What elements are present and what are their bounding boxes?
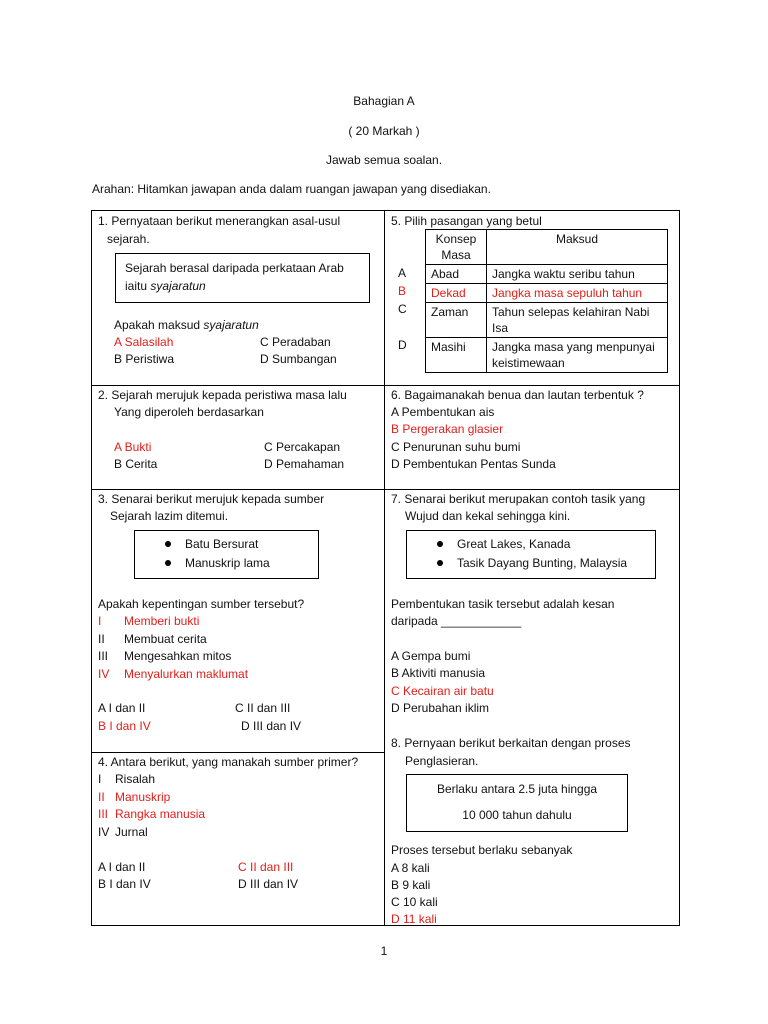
q8-box-line2: 10 000 tahun dahulu bbox=[462, 808, 572, 822]
q6-option-a[interactable]: A Pembentukan ais bbox=[391, 405, 495, 419]
question-3 bbox=[92, 490, 384, 752]
q5-header-maksud: Maksud bbox=[487, 230, 668, 265]
bullet-icon bbox=[437, 560, 443, 566]
q5-header-konsep: Konsep Masa bbox=[426, 230, 487, 265]
q5-maksud-c: Tahun selepas kelahiran Nabi Isa bbox=[487, 303, 668, 338]
q4-item-4: IV Jurnal bbox=[98, 825, 148, 839]
q3-item-1: I Memberi bukti bbox=[98, 614, 200, 628]
q8-option-a[interactable]: A 8 kali bbox=[391, 861, 430, 875]
q4-item-2: II Manuskrip bbox=[98, 790, 171, 804]
q1-box-line1: Sejarah berasal daripada perkataan Arab bbox=[125, 261, 344, 275]
q5-letter-b[interactable]: B bbox=[398, 284, 407, 298]
q1-stem-line2: sejarah. bbox=[107, 232, 150, 246]
q2-option-c[interactable]: C Percakapan bbox=[264, 440, 341, 454]
q8-box-line1: Berlaku antara 2.5 juta hingga bbox=[436, 782, 598, 796]
subtitle: Jawab semua soalan. bbox=[325, 153, 443, 167]
q8-option-c[interactable]: C 10 kali bbox=[391, 895, 438, 909]
q1-stem-line1: 1. Pernyataan berikut menerangkan asal-usul bbox=[98, 214, 341, 228]
q5-konsep-b: Dekad bbox=[426, 284, 487, 303]
q3-stem-line1: 3. Senarai berikut merujuk kepada sumber bbox=[98, 492, 325, 506]
q5-maksud-a: Jangka waktu seribu tahun bbox=[487, 265, 668, 284]
bullet-icon bbox=[437, 541, 443, 547]
q5-letter-c[interactable]: C bbox=[398, 302, 407, 316]
q3-item-3: III Mengesahkan mitos bbox=[98, 649, 232, 663]
q5-konsep-d: Masihi bbox=[426, 338, 487, 373]
table-row bbox=[426, 284, 668, 303]
table-row bbox=[426, 338, 668, 373]
question-5 bbox=[385, 211, 679, 385]
q7-option-c[interactable]: C Kecairan air batu bbox=[391, 684, 494, 698]
q5-letter-a[interactable]: A bbox=[398, 266, 407, 280]
q2-option-d[interactable]: D Pemahaman bbox=[264, 457, 345, 471]
q7-stem-line2: Wujud dan kekal sehingga kini. bbox=[405, 509, 571, 523]
q4-item-1: I Risalah bbox=[98, 772, 156, 786]
q3-source-box bbox=[134, 530, 319, 579]
q8-option-d[interactable]: D 11 kali bbox=[391, 912, 437, 926]
q1-source-box bbox=[115, 253, 370, 303]
q8-source-box bbox=[406, 774, 628, 832]
q2-option-a[interactable]: A Bukti bbox=[114, 440, 152, 454]
q1-option-d[interactable]: D Sumbangan bbox=[260, 352, 337, 366]
section-title: Bahagian A bbox=[353, 94, 415, 108]
q5-stem: 5. Pilih pasangan yang betul bbox=[391, 214, 542, 228]
bullet-icon bbox=[165, 541, 171, 547]
q6-option-d[interactable]: D Pembentukan Pentas Sunda bbox=[391, 457, 556, 471]
q3-item-2: II Membuat cerita bbox=[98, 632, 207, 646]
q3-item-4: IV Menyalurkan maklumat bbox=[98, 667, 249, 681]
q3-bullet-1: Batu Bersurat bbox=[165, 536, 258, 552]
q7-bullet-2: Tasik Dayang Bunting, Malaysia bbox=[437, 555, 627, 571]
q7-source-box bbox=[406, 530, 656, 579]
marks-label: ( 20 Markah ) bbox=[348, 124, 420, 138]
q8-stem-line2: Penglasieran. bbox=[405, 754, 479, 768]
question-1 bbox=[92, 211, 384, 385]
q7-question-line1: Pembentukan tasik tersebut adalah kesan bbox=[391, 597, 615, 611]
q5-maksud-d: Jangka masa yang menpunyai keistimewaan bbox=[487, 338, 668, 373]
q5-konsep-c: Zaman bbox=[426, 303, 487, 338]
q1-option-b[interactable]: B Peristiwa bbox=[114, 352, 175, 366]
page-number: 1 bbox=[380, 944, 388, 958]
question-2 bbox=[92, 386, 384, 489]
q5-konsep-a: Abad bbox=[426, 265, 487, 284]
q4-option-a[interactable]: A I dan II bbox=[98, 860, 146, 874]
q5-table bbox=[425, 229, 668, 373]
q3-option-b[interactable]: B I dan IV bbox=[98, 719, 151, 733]
q6-stem: 6. Bagaimanakah benua dan lautan terbentuk ? bbox=[391, 388, 644, 402]
q1-option-a[interactable]: A Salasilah bbox=[114, 335, 174, 349]
q1-question: Apakah maksud syajaratun bbox=[114, 318, 259, 332]
q3-option-d[interactable]: D III dan IV bbox=[241, 719, 302, 733]
q8-stem-line1: 8. Pernyaan berikut berkaitan dengan proses bbox=[391, 736, 631, 750]
q7-question-line2: daripada ____________ bbox=[391, 614, 522, 628]
instruction: Arahan: Hitamkan jawapan anda dalam ruangan jawapan yang disediakan. bbox=[92, 182, 491, 196]
q4-option-d[interactable]: D III dan IV bbox=[238, 877, 299, 891]
q3-question: Apakah kepentingan sumber tersebut? bbox=[98, 597, 305, 611]
q4-item-3: III Rangka manusia bbox=[98, 807, 206, 821]
q2-stem-line1: 2. Sejarah merujuk kepada peristiwa masa lalu bbox=[98, 388, 347, 402]
question-6 bbox=[385, 386, 679, 489]
table-row bbox=[426, 303, 668, 338]
q2-option-b[interactable]: B Cerita bbox=[114, 457, 158, 471]
q7-option-b[interactable]: B Aktiviti manusia bbox=[391, 666, 486, 680]
q4-option-c[interactable]: C II dan III bbox=[238, 860, 294, 874]
question-4 bbox=[92, 753, 384, 925]
q2-stem-line2: Yang diperoleh berdasarkan bbox=[114, 405, 264, 419]
q6-option-b[interactable]: B Pergerakan glasier bbox=[391, 422, 504, 436]
q5-letter-d[interactable]: D bbox=[398, 338, 407, 352]
q4-stem: 4. Antara berikut, yang manakah sumber primer? bbox=[98, 755, 359, 769]
q1-option-c[interactable]: C Peradaban bbox=[260, 335, 331, 349]
q3-stem-line2: Sejarah lazim ditemui. bbox=[110, 509, 229, 523]
question-7-8 bbox=[385, 490, 679, 925]
bullet-icon bbox=[165, 560, 171, 566]
q7-option-a[interactable]: A Gempa bumi bbox=[391, 649, 471, 663]
table-row bbox=[426, 265, 668, 284]
q7-bullet-1: Great Lakes, Kanada bbox=[437, 536, 570, 552]
q4-option-b[interactable]: B I dan IV bbox=[98, 877, 151, 891]
q7-stem-line1: 7. Senarai berikut merupakan contoh tasik yang bbox=[391, 492, 646, 506]
q7-option-d[interactable]: D Perubahan iklim bbox=[391, 701, 490, 715]
q5-maksud-b: Jangka masa sepuluh tahun bbox=[487, 284, 668, 303]
q1-box-line2: iaitu syajaratun bbox=[125, 279, 206, 293]
q8-option-b[interactable]: B 9 kali bbox=[391, 878, 431, 892]
question-grid bbox=[91, 210, 680, 926]
q6-option-c[interactable]: C Penurunan suhu bumi bbox=[391, 440, 521, 454]
q3-option-c[interactable]: C II dan III bbox=[235, 701, 291, 715]
q3-option-a[interactable]: A I dan II bbox=[98, 701, 146, 715]
q8-question: Proses tersebut berlaku sebanyak bbox=[391, 843, 573, 857]
q3-bullet-2: Manuskrip lama bbox=[165, 555, 270, 571]
